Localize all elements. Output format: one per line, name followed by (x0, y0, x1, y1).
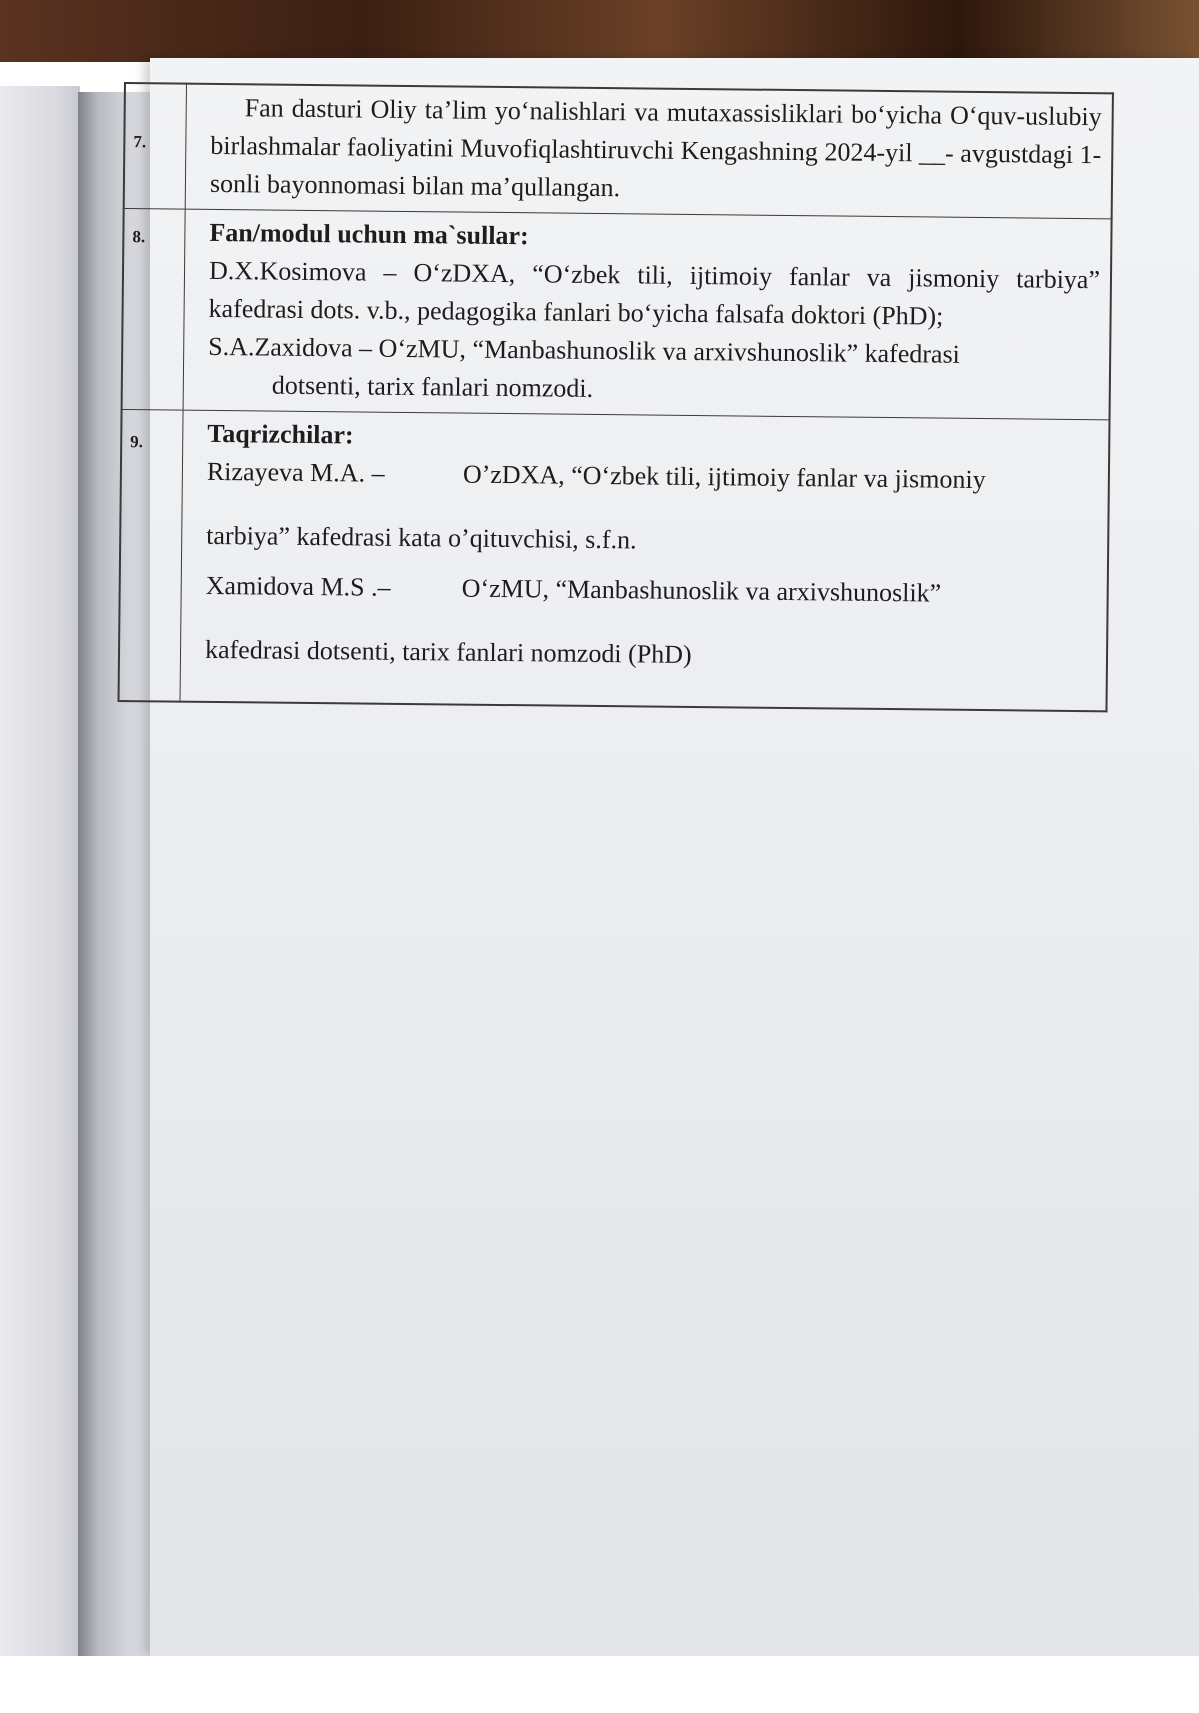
left-page-edge (0, 86, 80, 1666)
reviewers-cell (180, 410, 1110, 711)
reviewer-2-role-cont: kafedrasi dotsenti, tarix fanlari nomzodi (PhD) (204, 634, 692, 669)
responsible-person-1: D.X.Kosimova – O‘zDXA, “O‘zbek tili, ijtimoiy fanlar va jismoniy tarbiya” kafedrasi dots. v.b., pedagogika fanlari bo‘yicha falsafa doktori (PhD); (208, 255, 1101, 331)
reviewer-2-name: Xamidova M.S .– (205, 570, 391, 602)
reviewers-heading: Taqrizchilar: (207, 418, 354, 450)
reviewer-2 (206, 567, 1097, 614)
table-row (122, 209, 1112, 420)
reviewer-1 (207, 453, 1098, 500)
responsible-heading: Fan/modul uchun ma`sullar: (209, 217, 529, 251)
approval-text: Fan dasturi Oliy ta’lim yo‘nalishlari va mutaxassisliklari bo‘yicha O‘quv-uslubiy birlashmalar faoliyatini Muvofiqlashtiruvchi Kengashning 2024-yil __- avgustdagi 1-sonli bayonnomasi bilan ma’qullangan. (209, 93, 1102, 203)
reviewer-1-role: O’zDXA, “O‘zbek tili, ijtimoiy fanlar va jismoniy (462, 459, 986, 495)
reviewer-1-name: Rizayeva M.A. – (206, 456, 385, 488)
responsible-cell (183, 209, 1112, 420)
approval-text-cell (185, 84, 1113, 219)
table-row (119, 409, 1110, 711)
reviewer-1-role-cont: tarbiya” kafedrasi kata o’qituvchisi, s.f.n. (206, 520, 637, 555)
row-number: 9. (119, 409, 184, 701)
reviewer-2-role: O‘zMU, “Manbashunoslik va arxivshunoslik” (461, 573, 942, 608)
responsible-person-2-cont: dotsenti, tarix fanlari nomzodi. (271, 370, 594, 403)
responsible-person-2: S.A.Zaxidova – O‘zMU, “Manbashunoslik va arxivshunoslik” kafedrasi (208, 331, 961, 369)
margin-below (0, 1656, 1199, 1713)
desk-background (0, 0, 1199, 62)
table-row (124, 83, 1113, 219)
row-number: 8. (122, 209, 186, 411)
program-info-table (118, 82, 1114, 712)
row-number: 7. (124, 83, 187, 209)
